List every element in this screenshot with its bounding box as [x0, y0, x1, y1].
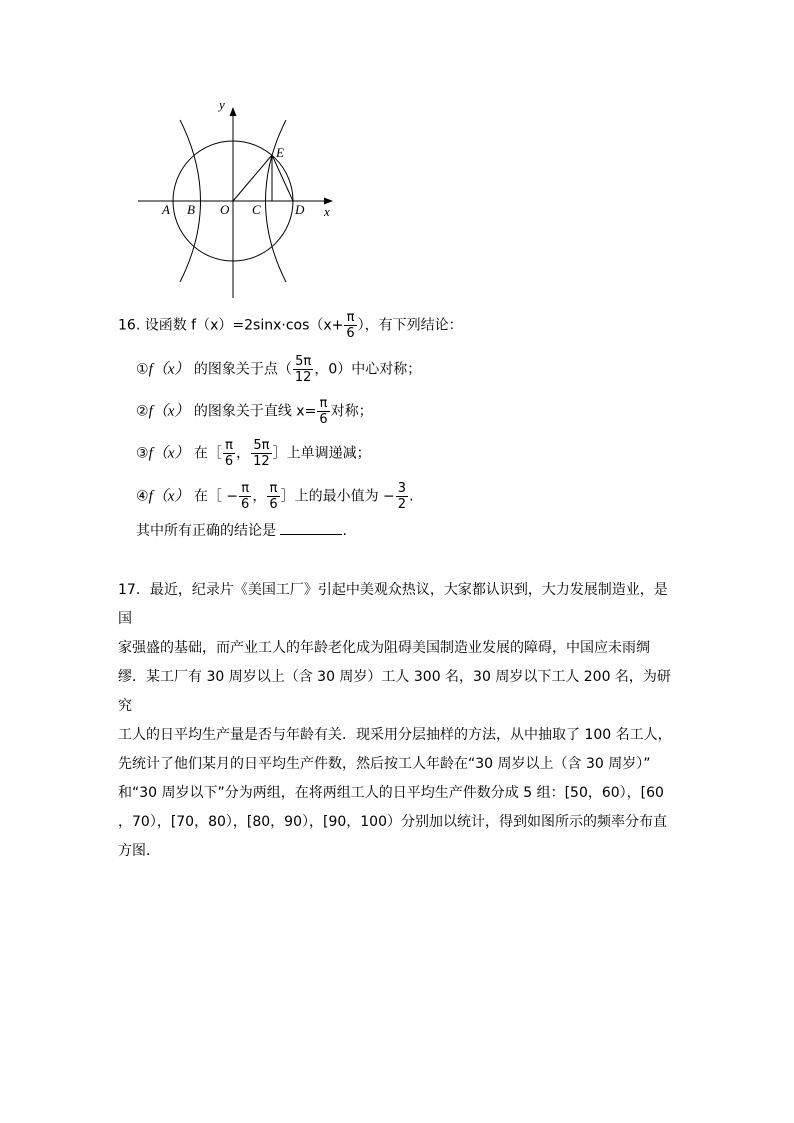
- q17-line: 17．最近，纪录片《美国工厂》引起中美观众热议，大家都认识到，大力发展制造业，是国: [118, 582, 668, 627]
- q16-number: 16.: [118, 317, 141, 334]
- item-marker: ④: [136, 488, 149, 505]
- ask-text: 其中所有正确的结论是: [136, 523, 276, 539]
- item-marker: ①: [136, 361, 149, 378]
- fraction-denominator: 6: [319, 412, 328, 427]
- item-fx: f（x）: [148, 361, 190, 378]
- label-y: y: [219, 97, 225, 112]
- q16-function-head: f（x）=2sinx·cos（x+: [191, 317, 344, 334]
- label-O: O: [220, 202, 230, 217]
- q17-line: 家强盛的基础，而产业工人的年龄老化成为阻碍美国制造业发展的障碍，中国应未雨绸: [118, 640, 650, 656]
- item-marker: ②: [136, 403, 149, 420]
- fraction-numerator: π: [317, 396, 329, 412]
- q17-line: 和“30 周岁以下”分为两组，在将两组工人的日平均生产件数分成 5 组：[50，60），[60: [118, 785, 664, 801]
- item-text-mid: ］上的最小值为 −: [280, 488, 395, 505]
- item-separator: ，: [236, 445, 251, 462]
- q17-line: 缪．某工厂有 30 周岁以上（含 30 周岁）工人 300 名，30 周岁以下工人 200 名，为研究: [118, 669, 671, 714]
- item-marker: ③: [136, 445, 149, 462]
- item-fraction: [317, 396, 329, 427]
- item-fx: f（x）: [148, 445, 190, 462]
- item-fraction-right: [251, 438, 272, 469]
- fraction-numerator: π: [267, 481, 279, 497]
- item-fx: f（x）: [148, 403, 190, 420]
- item-text-end: ，0）中心对称；: [314, 361, 422, 378]
- label-E: E: [276, 145, 284, 160]
- item-text: 在［: [193, 445, 222, 462]
- q16-item-3: [136, 438, 371, 469]
- ask-end: .: [342, 523, 347, 539]
- q16-item-1: [136, 354, 421, 385]
- item-text: 在［ −: [193, 488, 239, 505]
- fraction-numerator: π: [239, 481, 251, 497]
- item-fraction-left: [239, 481, 251, 512]
- fraction-denominator: 6: [269, 497, 278, 512]
- fraction-denominator: 6: [241, 497, 250, 512]
- y-axis-arrow: [230, 107, 237, 116]
- item-separator: ，: [252, 488, 267, 505]
- fraction-numerator: 5π: [251, 438, 272, 454]
- fraction-numerator: 3: [397, 481, 407, 496]
- fraction-denominator: 6: [224, 454, 234, 469]
- q17-line: 工人的日平均生产量是否与年龄有关．现采用分层抽样的方法，从中抽取了 100 名工人，: [118, 727, 672, 743]
- item-text: 的图象关于直线 x=: [193, 403, 317, 420]
- fraction-numerator: π: [344, 310, 356, 326]
- item-fraction-right: [267, 481, 279, 512]
- q17-line: ，70），[70，80），[80，90），[90，100）分别加以统计，得到如图所示的频率分布直: [118, 814, 667, 830]
- item-fraction: [293, 354, 314, 385]
- item-fraction-left: [223, 438, 235, 469]
- label-A: A: [162, 202, 170, 217]
- fraction-denominator: 6: [346, 326, 355, 341]
- item-text-end: .: [409, 488, 414, 505]
- label-B: B: [187, 202, 195, 217]
- label-C: C: [252, 202, 261, 217]
- answer-blank[interactable]: [280, 522, 342, 535]
- fraction-denominator: 12: [253, 454, 270, 469]
- q16-ask: [136, 521, 347, 541]
- label-D: D: [295, 202, 305, 217]
- label-x: x: [324, 204, 330, 219]
- item-text-end: 对称；: [330, 403, 373, 420]
- q16-item-4: [136, 481, 414, 512]
- q16-stem: [118, 310, 463, 341]
- fraction-denominator: 12: [294, 370, 312, 385]
- fraction-numerator: 5π: [293, 354, 314, 370]
- item-text: 的图象关于点（: [193, 361, 292, 378]
- q16-function-tail: ），有下列结论：: [357, 317, 463, 334]
- segment-ED: [272, 155, 293, 201]
- q16-intro: 设函数: [144, 317, 187, 334]
- q17-line: 方图．: [118, 843, 160, 859]
- q16-function-fraction: [344, 310, 356, 341]
- fraction-denominator: 2: [397, 497, 407, 512]
- item-fx: f（x）: [148, 488, 190, 505]
- question-17: [118, 576, 678, 866]
- item-text-end: ］上单调递减；: [272, 445, 371, 462]
- item-fraction-min: [396, 481, 408, 512]
- q16-item-2: [136, 396, 373, 427]
- q17-line: 先统计了他们某月的日平均生产件数，然后按工人年龄在“30 周岁以上（含 30 周岁）”: [118, 756, 651, 772]
- geometry-figure: [130, 95, 345, 300]
- fraction-numerator: π: [223, 438, 235, 454]
